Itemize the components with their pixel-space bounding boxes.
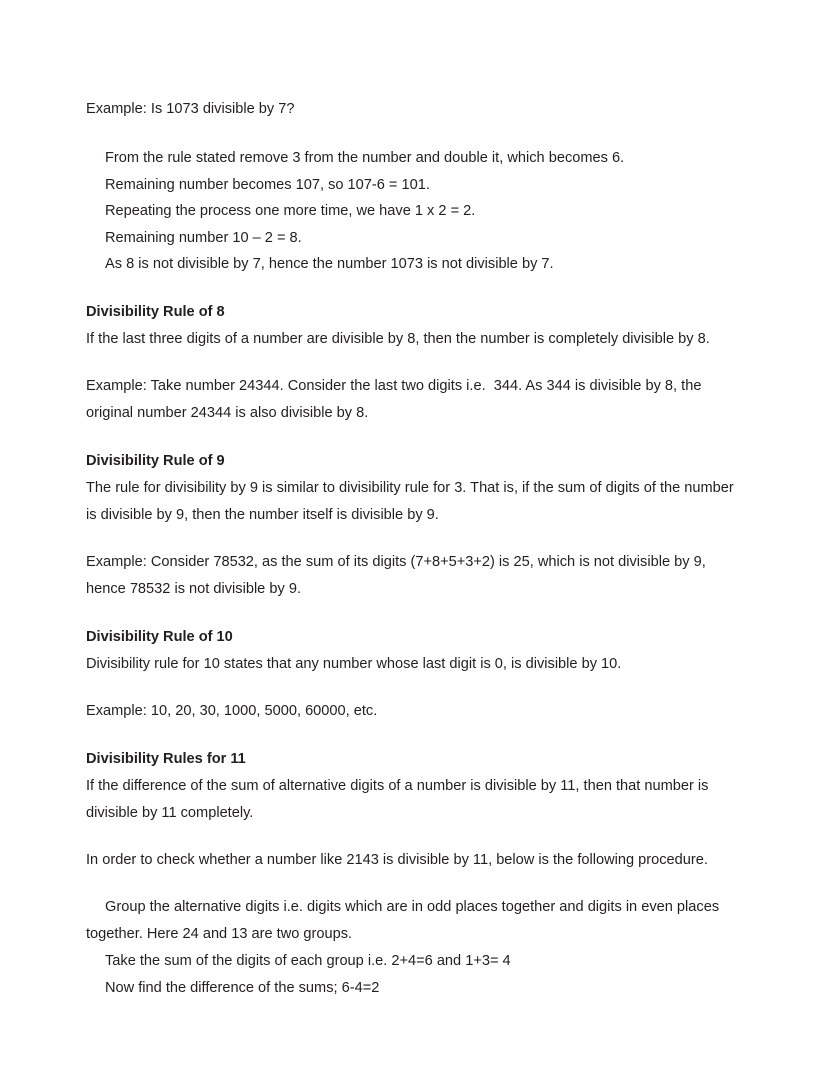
list-item: As 8 is not divisible by 7, hence the number 1073 is not divisible by 7. [105,256,554,273]
rule-8-example: Example: Take number 24344. Consider the last two digits i.e. 344. As 344 is divisible by 8, the original number 24344 is also divisible by 8. [86,377,706,421]
list-item: Remaining number becomes 107, so 107-6 = 101. [105,176,430,193]
heading-divisibility-rules-11: Divisibility Rules for 11 [86,750,246,767]
rule-8-body: If the last three digits of a number are divisible by 8, then the number is completely divisible by 8. [86,330,710,347]
example-7-steps [86,145,736,278]
spacer [86,678,736,698]
rule-10-body: Divisibility rule for 10 states that any number whose last digit is 0, is divisible by 10. [86,655,622,672]
document-body [86,96,736,1001]
spacer [86,529,736,549]
rule-11-steps [86,948,736,1001]
rule-11-step-group: Group the alternative digits i.e. digits which are in odd places together and digits in even places together. Here 24 and 13 are two groups. [86,898,724,942]
spacer [86,725,736,746]
rule-11-intro: In order to check whether a number like 2143 is divisible by 11, below is the following procedure. [86,851,708,868]
spacer [86,123,736,145]
rule-11-body: If the difference of the sum of alternative digits of a number is divisible by 11, then that number is divisible by 11 completely. [86,777,713,821]
spacer [86,603,736,624]
rule-10-example: Example: 10, 20, 30, 1000, 5000, 60000, etc. [86,702,378,719]
spacer [86,827,736,847]
list-item: Repeating the process one more time, we have 1 x 2 = 2. [105,203,476,220]
heading-divisibility-rule-9: Divisibility Rule of 9 [86,452,225,469]
example-7-question: Example: Is 1073 divisible by 7? [86,101,295,117]
list-item: Remaining number 10 – 2 = 8. [105,229,302,246]
heading-divisibility-rule-8: Divisibility Rule of 8 [86,303,225,320]
list-item: Take the sum of the digits of each group i.e. 2+4=6 and 1+3= 4 [105,952,511,969]
rule-9-example: Example: Consider 78532, as the sum of its digits (7+8+5+3+2) is 25, which is not divisible by 9, hence 78532 is not divisible by 9. [86,553,710,597]
list-item: Now find the difference of the sums; 6-4=2 [105,979,380,996]
spacer [86,427,736,448]
spacer [86,353,736,373]
heading-divisibility-rule-10: Divisibility Rule of 10 [86,628,233,645]
list-item: From the rule stated remove 3 from the number and double it, which becomes 6. [105,150,625,166]
spacer [86,278,736,299]
rule-9-body: The rule for divisibility by 9 is similar to divisibility rule for 3. That is, if the sum of digits of the number is divisible by 9, then the number itself is divisible by 9. [86,479,738,523]
spacer [86,874,736,894]
